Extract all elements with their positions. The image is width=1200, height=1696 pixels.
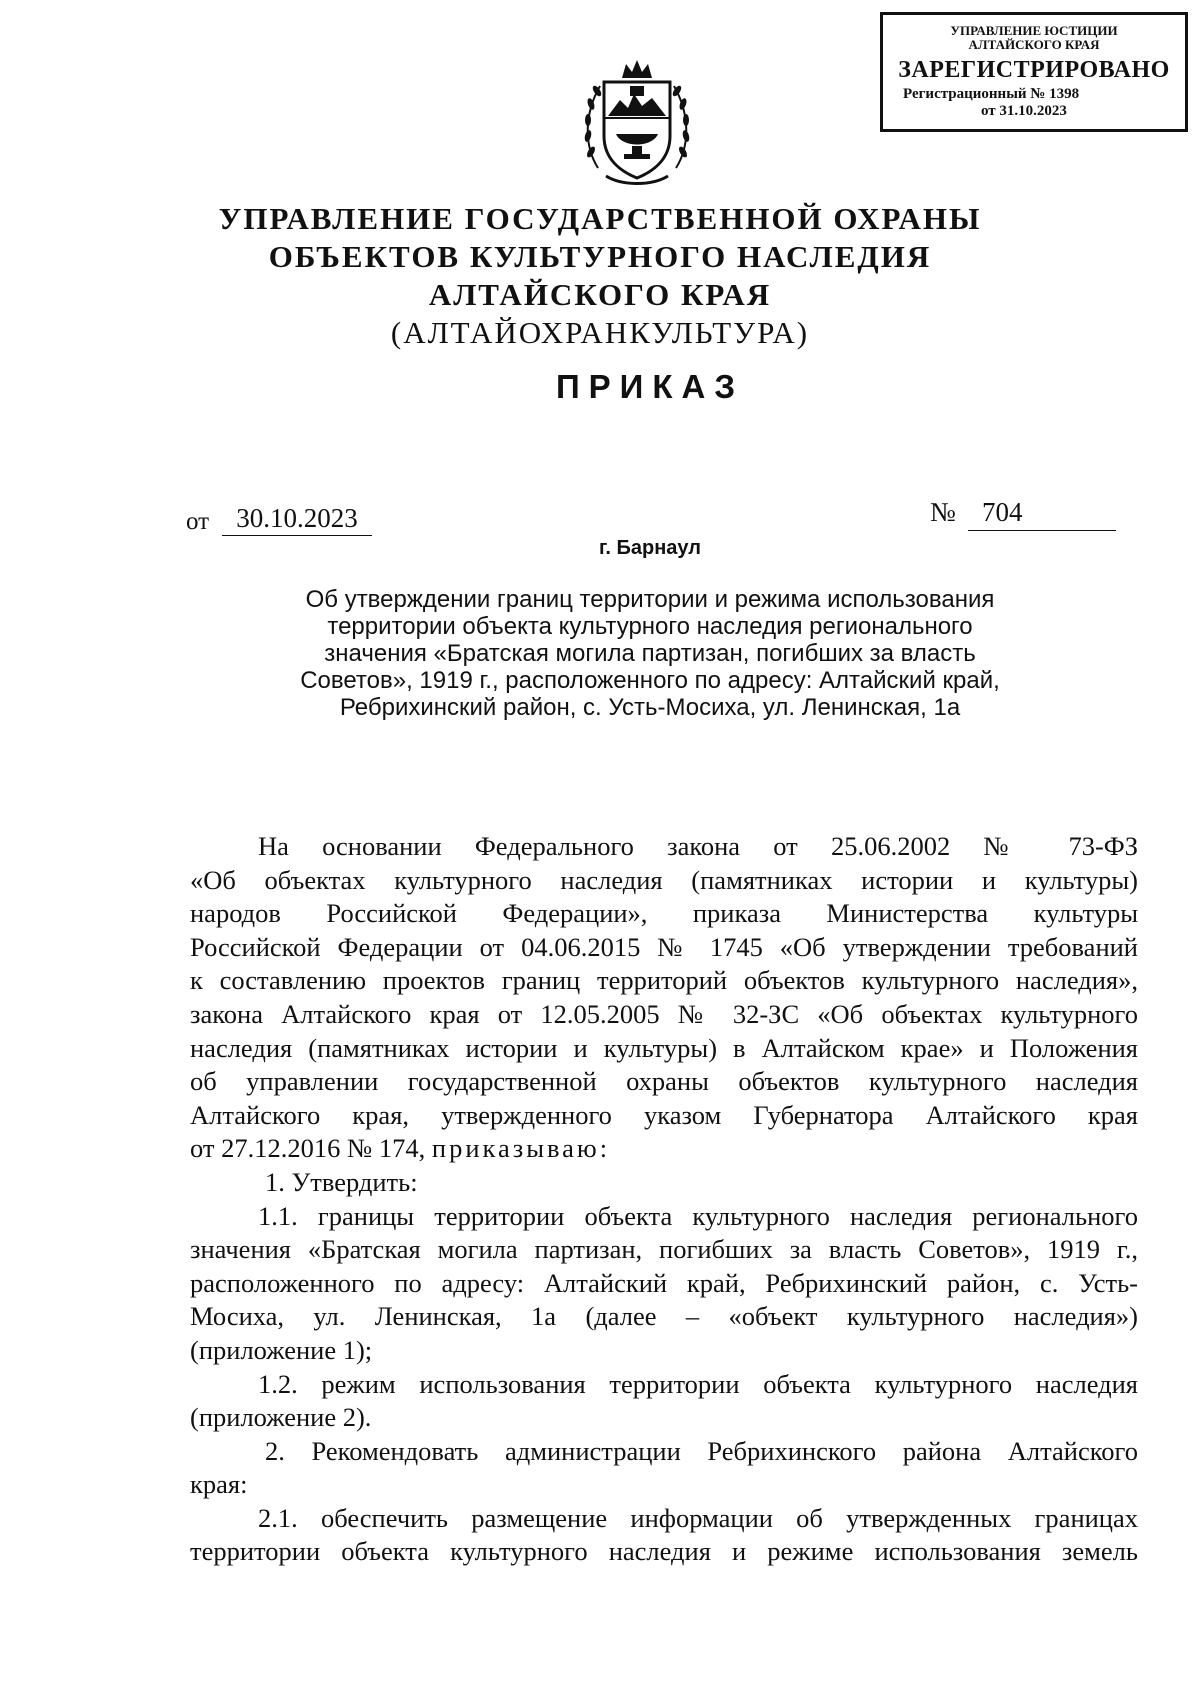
stamp-reg-date: от 31.10.2023 [981, 103, 1067, 119]
order-body [190, 830, 1138, 1569]
agency-name-line2: ОБЪЕКТОВ КУЛЬТУРНОГО НАСЛЕДИЯ [268, 239, 932, 274]
body-line: об управлении государственной охраны объектов культурного наследия [190, 1066, 1138, 1097]
body-line: Российской Федерации от 04.06.2015 № 1745 «Об утверждении требований [190, 931, 1138, 962]
body-line: На основании Федерального закона от 25.06.2002 № 73-ФЗ [258, 831, 1138, 861]
item-2-1-line: 2.1. обеспечить размещение информации об утвержденных границах [258, 1502, 1138, 1533]
body-line-text: от 27.12.2016 № 174, [190, 1133, 426, 1164]
item-1-1-line: 1.1. границы территории объекта культурного наследия регионального [258, 1200, 1138, 1231]
order-subject [240, 586, 1060, 721]
agency-header [0, 200, 1200, 352]
number-prefix: № [930, 497, 956, 527]
subject-line: Ребрихинский район, с. Усть-Мосиха, ул. Ленинская, 1а [339, 694, 961, 721]
body-line: к составлению проектов границ территорий объектов культурного наследия», [190, 965, 1138, 996]
body-line: народов Российской Федерации», приказа Министерства культуры [190, 898, 1138, 929]
date-prefix: от [186, 508, 210, 535]
agency-name-line1: УПРАВЛЕНИЕ ГОСУДАРСТВЕННОЙ ОХРАНЫ [218, 201, 982, 236]
subject-line: Об утверждении границ территории и режима использования [305, 586, 995, 613]
body-line [190, 1132, 1138, 1166]
order-number: 704 [968, 497, 1116, 531]
item-1: 1. Утвердить: [265, 1166, 418, 1197]
item-2-line: 2. Рекомендовать администрации Ребрихинского района Алтайского [265, 1435, 1138, 1466]
item-1-1-line: расположенного по адресу: Алтайский край, Ребрихинский район, с. Усть- [190, 1267, 1138, 1298]
body-line: закона Алтайского края от 12.05.2005 № 32-ЗС «Об объектах культурного [190, 998, 1138, 1029]
subject-line: территории объекта культурного наследия регионального [327, 613, 973, 640]
item-2-line: края: [190, 1469, 248, 1500]
body-line: «Об объектах культурного наследия (памятниках истории и культуры) [190, 864, 1138, 895]
subject-line: Советов», 1919 г., расположенного по адресу: Алтайский край, [300, 667, 1000, 694]
body-line: наследия (памятниках истории и культуры) в Алтайском крае» и Положения [190, 1032, 1138, 1063]
registration-stamp [880, 12, 1188, 132]
subject-line: значения «Братская могила партизан, погибших за власть [324, 640, 976, 667]
item-2-1-line: территории объекта культурного наследия и режиме использования земель [190, 1536, 1138, 1567]
body-line: Алтайского края, утвержденного указом Губернатора Алтайского края [190, 1099, 1138, 1130]
stamp-status: ЗАРЕГИСТРИРОВАНО [898, 57, 1170, 83]
order-verb: приказываю: [431, 1133, 611, 1164]
stamp-authority-line2: АЛТАЙСКОГО КРАЯ [968, 37, 1100, 52]
city: г. Барнаул [599, 537, 701, 559]
stamp-reg-number: Регистрационный № 1398 [903, 86, 1080, 102]
stamp-authority-line1: УПРАВЛЕНИЕ ЮСТИЦИИ [950, 23, 1118, 38]
item-1-2-line: (приложение 2). [190, 1402, 372, 1433]
item-1-1-line: значения «Братская могила партизан, погибших за власть Советов», 1919 г., [190, 1234, 1138, 1265]
item-1-1-line: (приложение 1); [190, 1334, 373, 1365]
coat-of-arms-icon [582, 56, 692, 190]
agency-name-line3: АЛТАЙСКОГО КРАЯ [428, 277, 772, 312]
order-date: 30.10.2023 [222, 503, 372, 536]
document-type-title: ПРИКАЗ [555, 368, 745, 405]
item-1-1-line: Мосиха, ул. Ленинская, 1а (далее – «объект культурного наследия») [190, 1301, 1138, 1332]
agency-abbreviation: (АЛТАЙОХРАНКУЛЬТУРА) [390, 315, 810, 350]
item-1-2-line: 1.2. режим использования территории объекта культурного наследия [258, 1368, 1138, 1399]
